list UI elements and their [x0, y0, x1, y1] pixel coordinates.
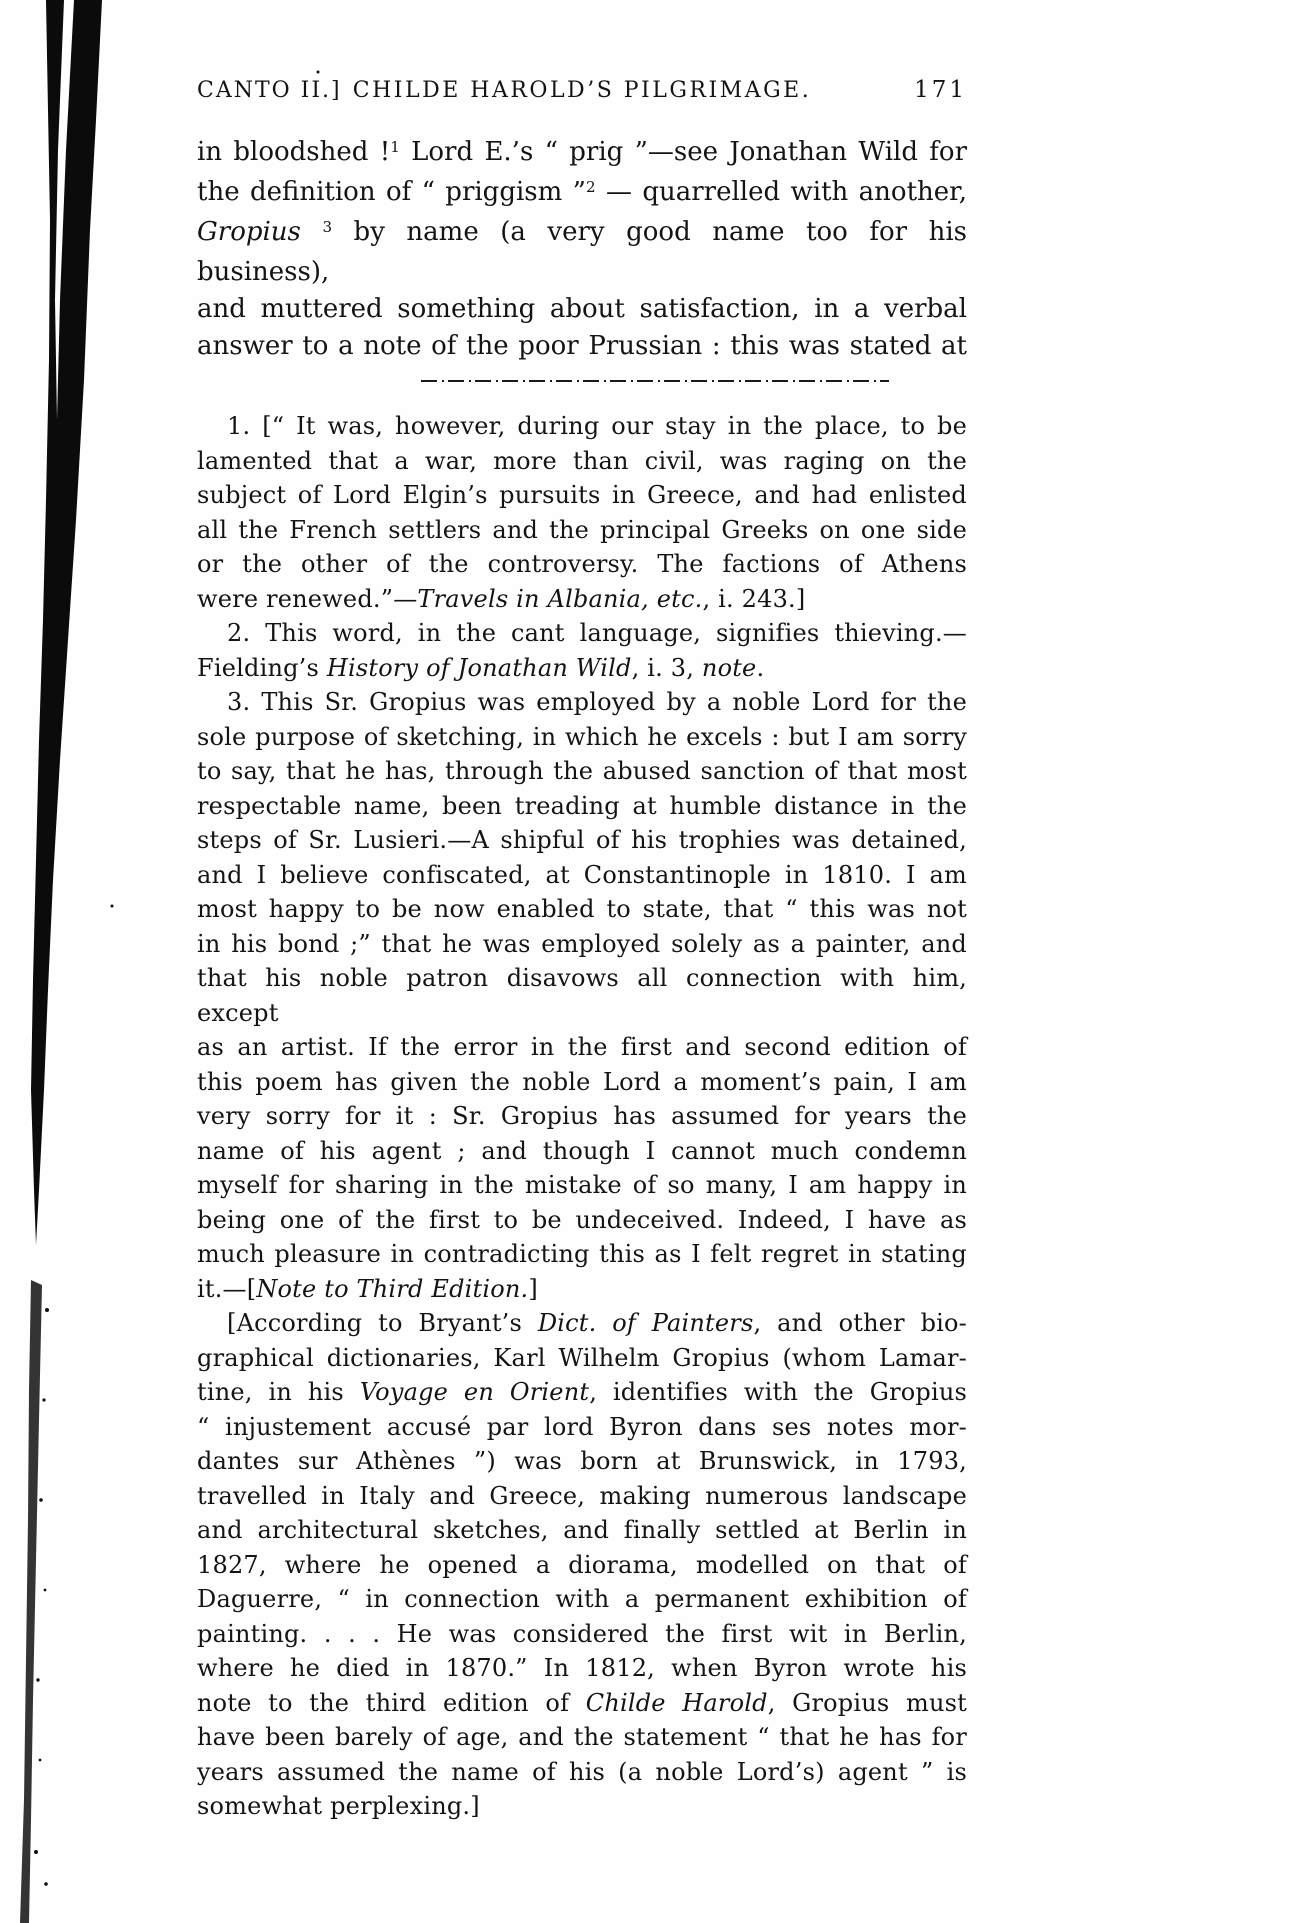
text-segment: or the other of the controversy. The factions of Athens	[197, 550, 967, 578]
text-line	[197, 616, 967, 651]
binding-shadow-main	[31, 0, 102, 1245]
text-line	[197, 651, 967, 686]
text-segment: and architectural sketches, and finally settled at Berlin in	[197, 1516, 967, 1544]
text-line	[197, 1513, 967, 1548]
text-segment: sole purpose of sketching, in which he excels : but I am sorry	[197, 722, 967, 751]
page-header	[197, 76, 967, 110]
text-line	[197, 1617, 967, 1652]
text-line	[197, 927, 967, 962]
text-segment: ]	[528, 1274, 538, 1303]
text-segment: , identifies with the Gropius	[589, 1378, 968, 1406]
text-segment: History of Jonathan Wild	[326, 653, 632, 682]
text-line	[197, 720, 967, 755]
text-segment: have been barely of age, and the statement “ that he has for	[197, 1723, 967, 1751]
text-segment: lamented that a war, more than civil, was raging on the	[197, 446, 967, 475]
paragraph	[197, 409, 967, 616]
text-segment: painting. . . . He was considered the first wit in Berlin,	[197, 1619, 967, 1648]
text-segment: very sorry for it : Sr. Gropius has assumed for years the	[197, 1102, 967, 1130]
text-segment: it.—[	[197, 1274, 257, 1303]
text-segment: and I believe confiscated, at Constantinople in 1810. I am	[197, 860, 967, 889]
text-segment: myself for sharing in the mistake of so many, I am happy in	[197, 1171, 967, 1199]
page-number: 171	[914, 77, 967, 103]
text-line	[197, 1203, 967, 1238]
text-line	[197, 478, 967, 513]
text-segment: , i. 243.]	[702, 584, 806, 613]
text-line	[197, 1375, 967, 1410]
text-line	[197, 823, 967, 858]
text-segment: Note to Third Edition.	[256, 1274, 529, 1303]
text-line	[197, 547, 967, 582]
text-line	[197, 1789, 967, 1824]
text-line	[197, 444, 967, 479]
paragraph	[197, 616, 967, 685]
text-segment: travelled in Italy and Greece, making numerous landscape	[197, 1481, 967, 1510]
text-segment: subject of Lord Elgin’s pursuits in Greece, and had enlisted	[197, 481, 967, 509]
text-segment: steps of Sr. Lusieri.—A shipful of his trophies was detained,	[197, 826, 967, 854]
text-segment: in his bond ;” that he was employed solely as a painter, and	[197, 929, 967, 958]
text-line	[197, 1548, 967, 1583]
text-segment: , and other bio-	[753, 1309, 967, 1337]
canto-label: CANTO II.]	[197, 78, 342, 103]
text-segment: by name (a very good name too for his business),	[197, 217, 967, 287]
paragraph	[197, 1306, 967, 1824]
text-line	[197, 1065, 967, 1100]
text-segment: answer to a note of the poor Prussian : this was stated at	[197, 331, 967, 361]
footnote-marker: 2	[585, 177, 596, 196]
text-segment: all the French settlers and the principal Greeks on one side	[197, 515, 967, 544]
paragraph	[197, 134, 967, 365]
text-line	[197, 1168, 967, 1203]
text-segment: 1827, where he opened a diorama, modelled on that of	[197, 1550, 967, 1579]
text-segment: the definition of “ priggism ”	[197, 177, 586, 207]
text-line	[197, 1651, 967, 1686]
text-line	[197, 1341, 967, 1376]
text-segment: Gropius	[197, 217, 323, 247]
text-line	[197, 961, 967, 1030]
running-title: CHILDE HAROLD’S PILGRIMAGE.	[352, 78, 812, 103]
text-segment: respectable name, been treading at humble distance in the	[197, 791, 967, 820]
text-line	[197, 328, 967, 365]
main-text	[197, 134, 967, 365]
text-line	[197, 291, 967, 328]
text-segment: and muttered something about satisfaction, in a verbal	[197, 294, 967, 324]
text-segment: 3. This Sr. Gropius was employed by a noble Lord for the	[227, 688, 967, 716]
text-segment: that his noble patron disavows all connection with him, except	[197, 964, 967, 1027]
text-segment: Childe Harold	[585, 1688, 768, 1717]
text-line	[197, 1272, 967, 1307]
text-segment: in bloodshed !	[197, 137, 391, 167]
text-segment: Lord E.’s “ prig ”—see Jonathan Wild for	[399, 137, 967, 167]
text-segment: most happy to be now enabled to state, that “ this was not	[197, 895, 967, 923]
footnote-marker: 3	[322, 217, 333, 236]
text-line	[197, 1444, 967, 1479]
text-segment: much pleasure in contradicting this as I felt regret in stating	[197, 1240, 967, 1268]
text-segment: 2. This word, in the cant language, signifies thieving.—	[227, 619, 967, 647]
text-segment: [According to Bryant’s	[227, 1309, 538, 1337]
paragraph	[197, 685, 967, 1306]
text-line	[197, 1237, 967, 1272]
binding-shadow-lower	[20, 1280, 42, 1923]
text-segment: being one of the first to be undeceived. Indeed, I have as	[197, 1205, 967, 1234]
text-line	[197, 1720, 967, 1755]
text-segment: , i. 3,	[631, 653, 702, 682]
text-line	[197, 1030, 967, 1065]
text-segment: note to the third edition of	[197, 1688, 586, 1717]
text-segment: were renewed.”—	[197, 584, 418, 613]
text-line	[197, 789, 967, 824]
text-line	[197, 1099, 967, 1134]
text-line	[197, 1582, 967, 1617]
text-segment: tine, in his	[197, 1378, 360, 1406]
text-line	[197, 513, 967, 548]
text-segment: as an artist. If the error in the first and second edition of	[197, 1033, 967, 1061]
text-segment: Voyage en Orient	[359, 1378, 590, 1406]
text-segment: name of his agent ; and though I cannot much condemn	[197, 1136, 967, 1165]
text-segment: .	[756, 653, 765, 682]
footnote-divider-rule	[421, 380, 889, 382]
text-segment: this poem has given the noble Lord a moment’s pain, I am	[197, 1067, 967, 1096]
text-segment: dantes sur Athènes ”) was born at Brunswick, in 1793,	[197, 1447, 967, 1475]
text-segment: somewhat perplexing.]	[197, 1792, 480, 1820]
text-segment: years assumed the name of his (a noble Lord’s) agent ” is	[197, 1757, 967, 1786]
text-segment: note	[701, 653, 757, 682]
text-line	[197, 1306, 967, 1341]
text-line	[197, 858, 967, 893]
text-segment: to say, that he has, through the abused sanction of that most	[197, 757, 967, 785]
text-column	[197, 76, 967, 1824]
text-line	[197, 1755, 967, 1790]
text-segment: Fielding’s	[197, 653, 327, 682]
footnote-marker: 1	[390, 137, 400, 156]
text-line	[197, 892, 967, 927]
text-segment: Daguerre, “ in connection with a permanent exhibition of	[197, 1585, 967, 1613]
text-segment: “ injustement accusé par lord Byron dans ses notes mor-	[197, 1412, 967, 1441]
text-line	[197, 1410, 967, 1445]
binding-shadow-slit	[55, 0, 74, 420]
footnotes	[197, 409, 967, 1824]
text-segment: 1. [“ It was, however, during our stay in the place, to be	[227, 412, 967, 440]
text-segment: , Gropius must	[767, 1688, 967, 1717]
text-line	[197, 1479, 967, 1514]
text-line	[197, 1686, 967, 1721]
text-segment: graphical dictionaries, Karl Wilhelm Gropius (whom Lamar-	[197, 1343, 967, 1372]
text-segment: Travels in Albania, etc.	[417, 584, 703, 613]
text-line	[197, 134, 967, 174]
text-line	[197, 582, 967, 617]
text-segment: where he died in 1870.” In 1812, when Byron wrote his	[197, 1654, 967, 1682]
text-line	[197, 174, 967, 214]
text-line	[197, 214, 967, 291]
text-line	[197, 754, 967, 789]
text-line	[197, 1134, 967, 1169]
text-line	[197, 409, 967, 444]
text-segment: — quarrelled with another,	[595, 177, 967, 207]
text-segment: Dict. of Painters	[537, 1309, 754, 1337]
text-line	[197, 685, 967, 720]
